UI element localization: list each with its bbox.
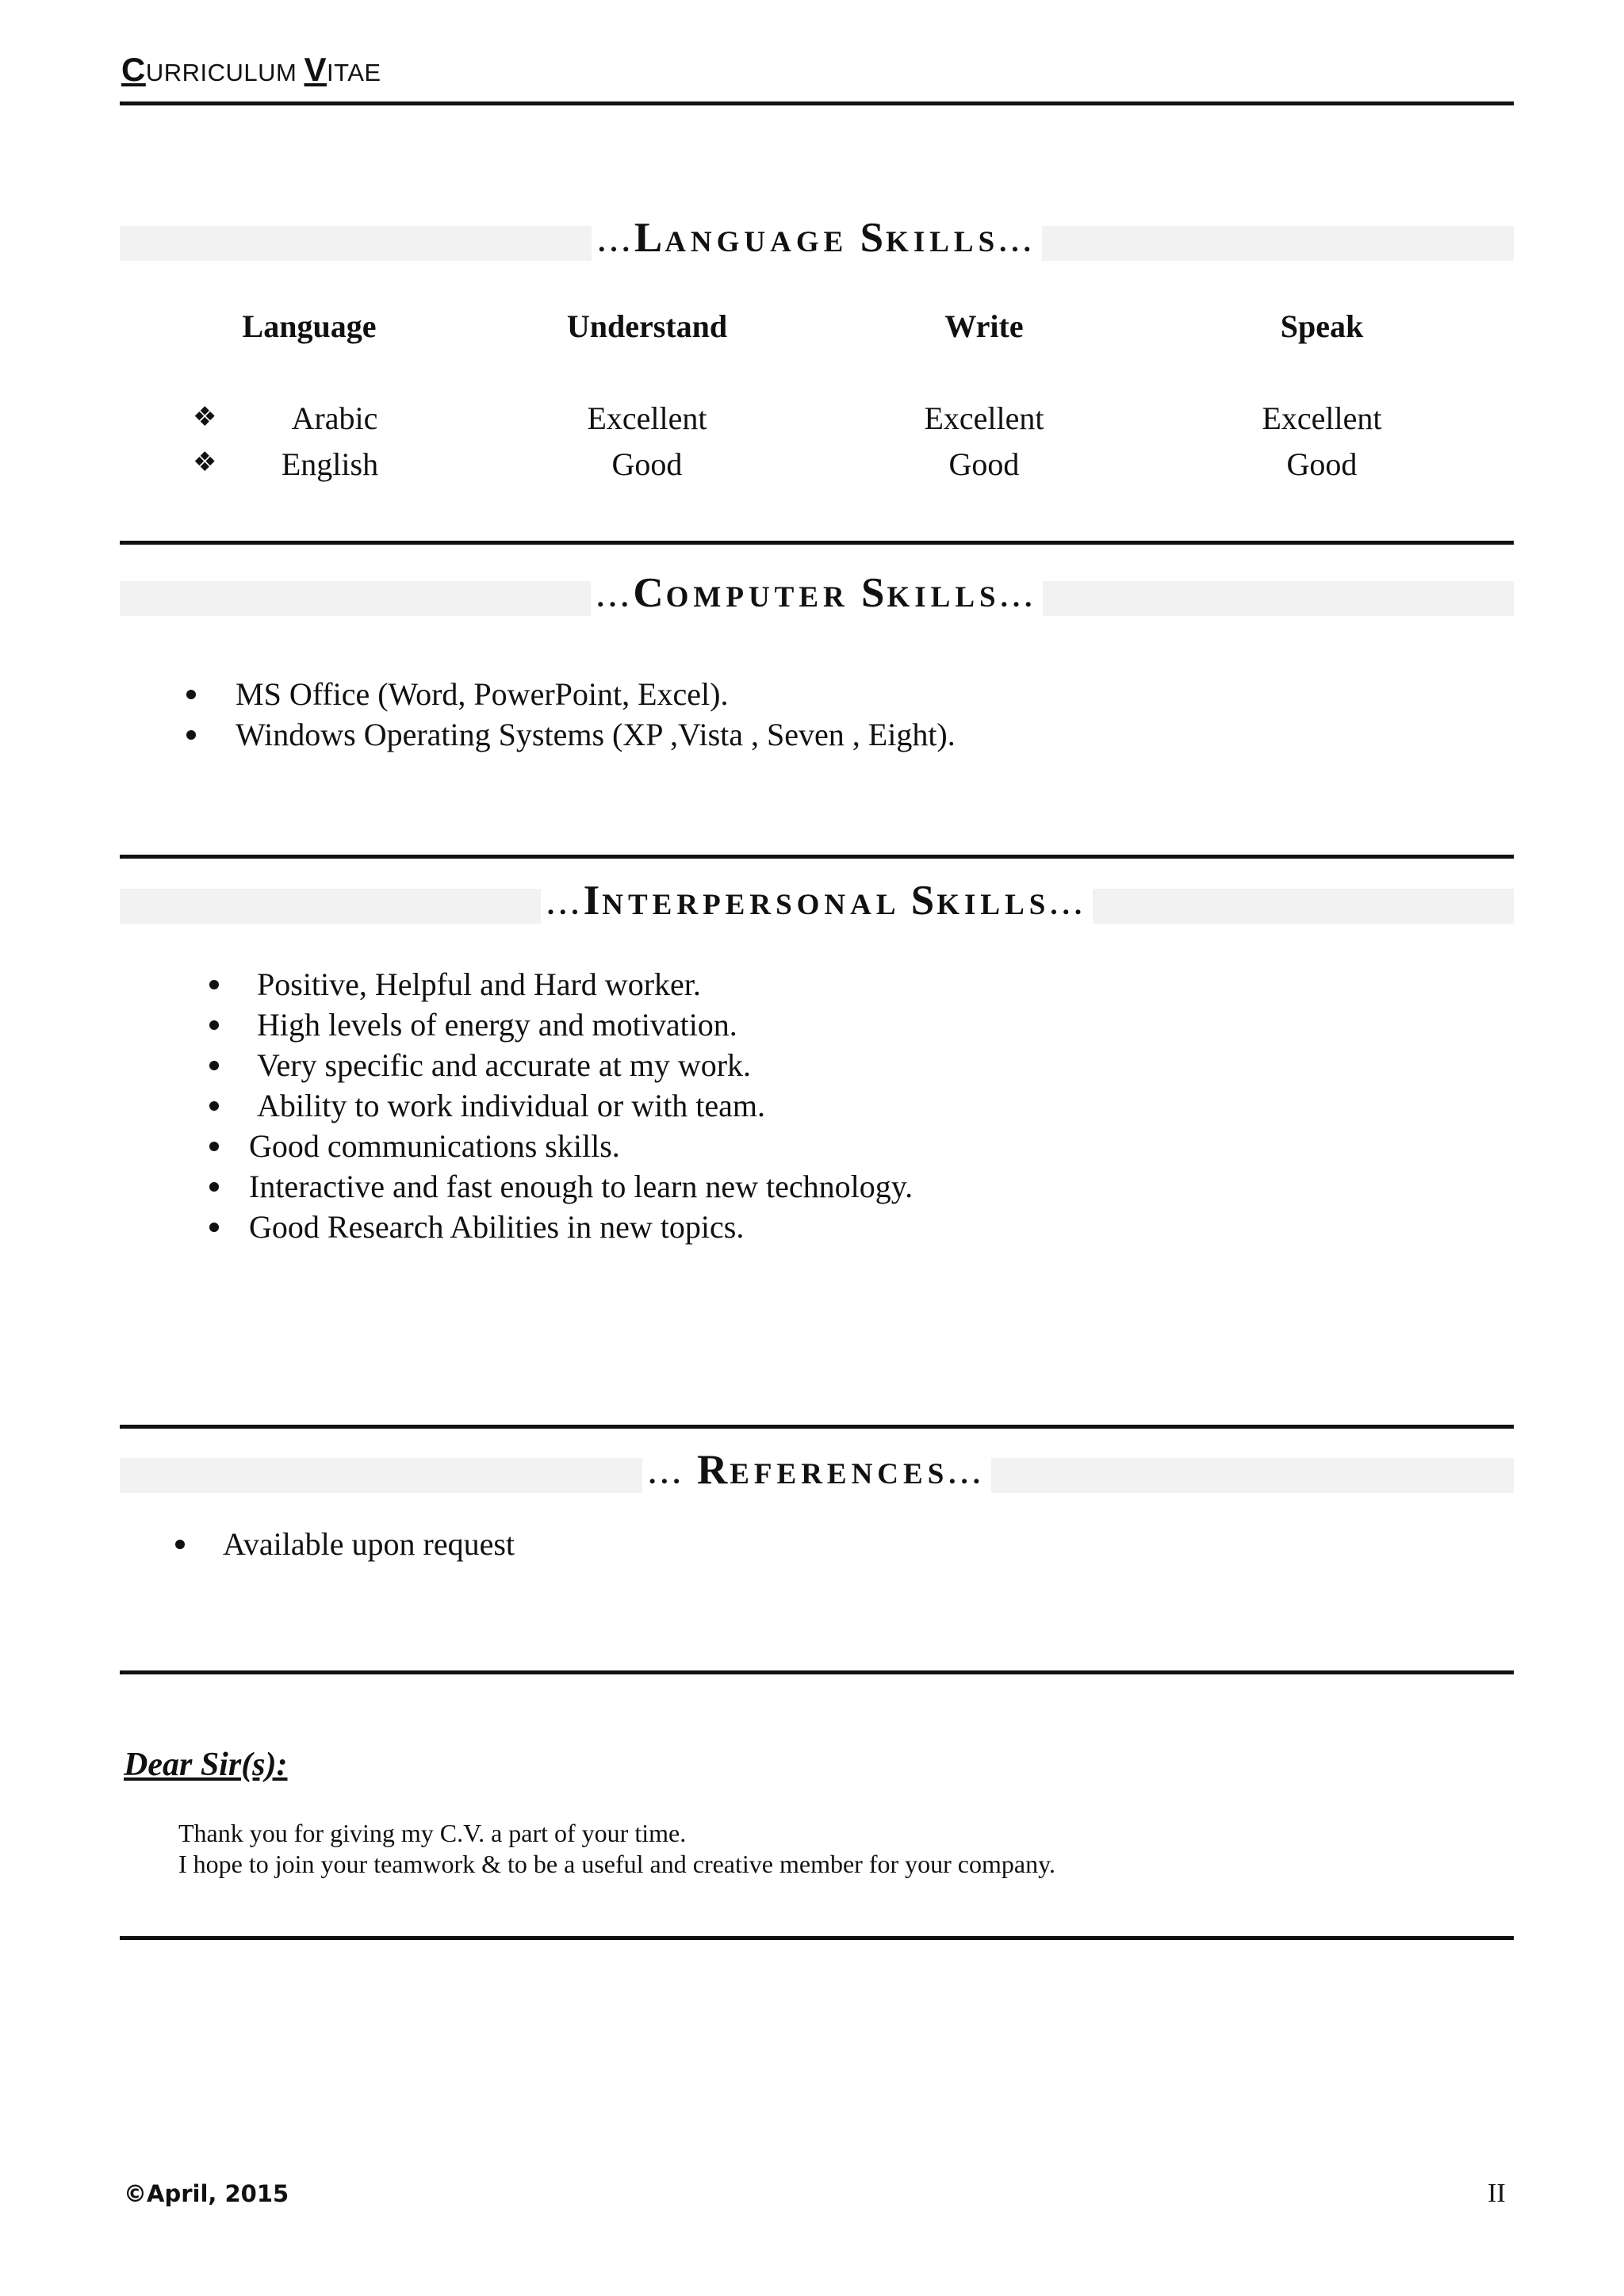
lang-row-1-understand: Excellent (587, 400, 707, 436)
bullet-icon (209, 1020, 219, 1030)
language-rule (120, 541, 1514, 545)
list-item: Interactive and fast enough to learn new technology. (209, 1166, 913, 1207)
list-item: Very specific and accurate at my work. (209, 1045, 913, 1085)
bullet-icon (209, 1182, 219, 1192)
bullet-icon (186, 690, 196, 699)
bullet-icon (186, 730, 196, 740)
list-item: Positive, Helpful and Hard worker. (209, 964, 913, 1004)
header-initial-c: C (121, 51, 146, 88)
list-item: Good Research Abilities in new topics. (209, 1207, 913, 1247)
diamond-bullet-icon: ❖ (193, 446, 217, 478)
list-item: Ability to work individual or with team. (209, 1085, 913, 1126)
references-section-title: ... REFERENCES... (120, 1446, 1514, 1494)
header-initial-v: V (304, 51, 327, 88)
lang-row-1-speak: Excellent (1262, 400, 1382, 436)
interpersonal-skills-list (209, 964, 913, 1247)
header-text-2: ITAE (326, 59, 381, 86)
lang-row-1-language: Arabic (291, 400, 378, 436)
diamond-bullet-icon: ❖ (193, 401, 217, 433)
page-number: II (1488, 2179, 1506, 2208)
computer-section-title: ...COMPUTER SKILLS... (120, 569, 1514, 617)
computer-skills-list (186, 674, 956, 755)
bullet-icon (209, 1223, 219, 1232)
list-item: High levels of energy and motivation. (209, 1004, 913, 1045)
bullet-icon (209, 1061, 219, 1070)
salutation: Dear Sir(s): (124, 1747, 288, 1783)
interpersonal-section-title: ...INTERPERSONAL SKILLS... (120, 877, 1514, 924)
footer-date: ©April, 2015 (124, 2180, 289, 2207)
col-head-speak: Speak (1280, 308, 1364, 344)
page-header-title (121, 51, 381, 89)
computer-rule (120, 855, 1514, 859)
list-item: Good communications skills. (209, 1126, 913, 1166)
header-rule (120, 101, 1514, 105)
list-item: Windows Operating Systems (XP ,Vista , Seven , Eight). (186, 714, 956, 755)
lang-row-2-speak: Good (1286, 446, 1358, 482)
closing-rule (120, 1936, 1514, 1940)
language-section-title: ...LANGUAGE SKILLS... (120, 214, 1514, 262)
list-item: MS Office (Word, PowerPoint, Excel). (186, 674, 956, 714)
col-head-write: Write (944, 308, 1024, 344)
col-head-language: Language (242, 308, 377, 344)
lang-row-2-write: Good (948, 446, 1020, 482)
interpersonal-rule (120, 1425, 1514, 1429)
bullet-icon (175, 1540, 185, 1549)
closing-line-2: I hope to join your teamwork & to be a useful and creative member for your company. (178, 1850, 1056, 1878)
references-list (175, 1524, 515, 1564)
lang-row-2-understand: Good (611, 446, 683, 482)
bullet-icon (209, 1142, 219, 1151)
list-item: Available upon request (175, 1524, 515, 1564)
header-text-1: URRICULUM (145, 59, 304, 86)
references-rule (120, 1670, 1514, 1674)
bullet-icon (209, 980, 219, 989)
lang-row-2-language: English (281, 446, 379, 482)
closing-line-1: Thank you for giving my C.V. a part of your time. (178, 1819, 687, 1847)
lang-row-1-write: Excellent (924, 400, 1044, 436)
col-head-understand: Understand (566, 308, 728, 344)
bullet-icon (209, 1101, 219, 1111)
